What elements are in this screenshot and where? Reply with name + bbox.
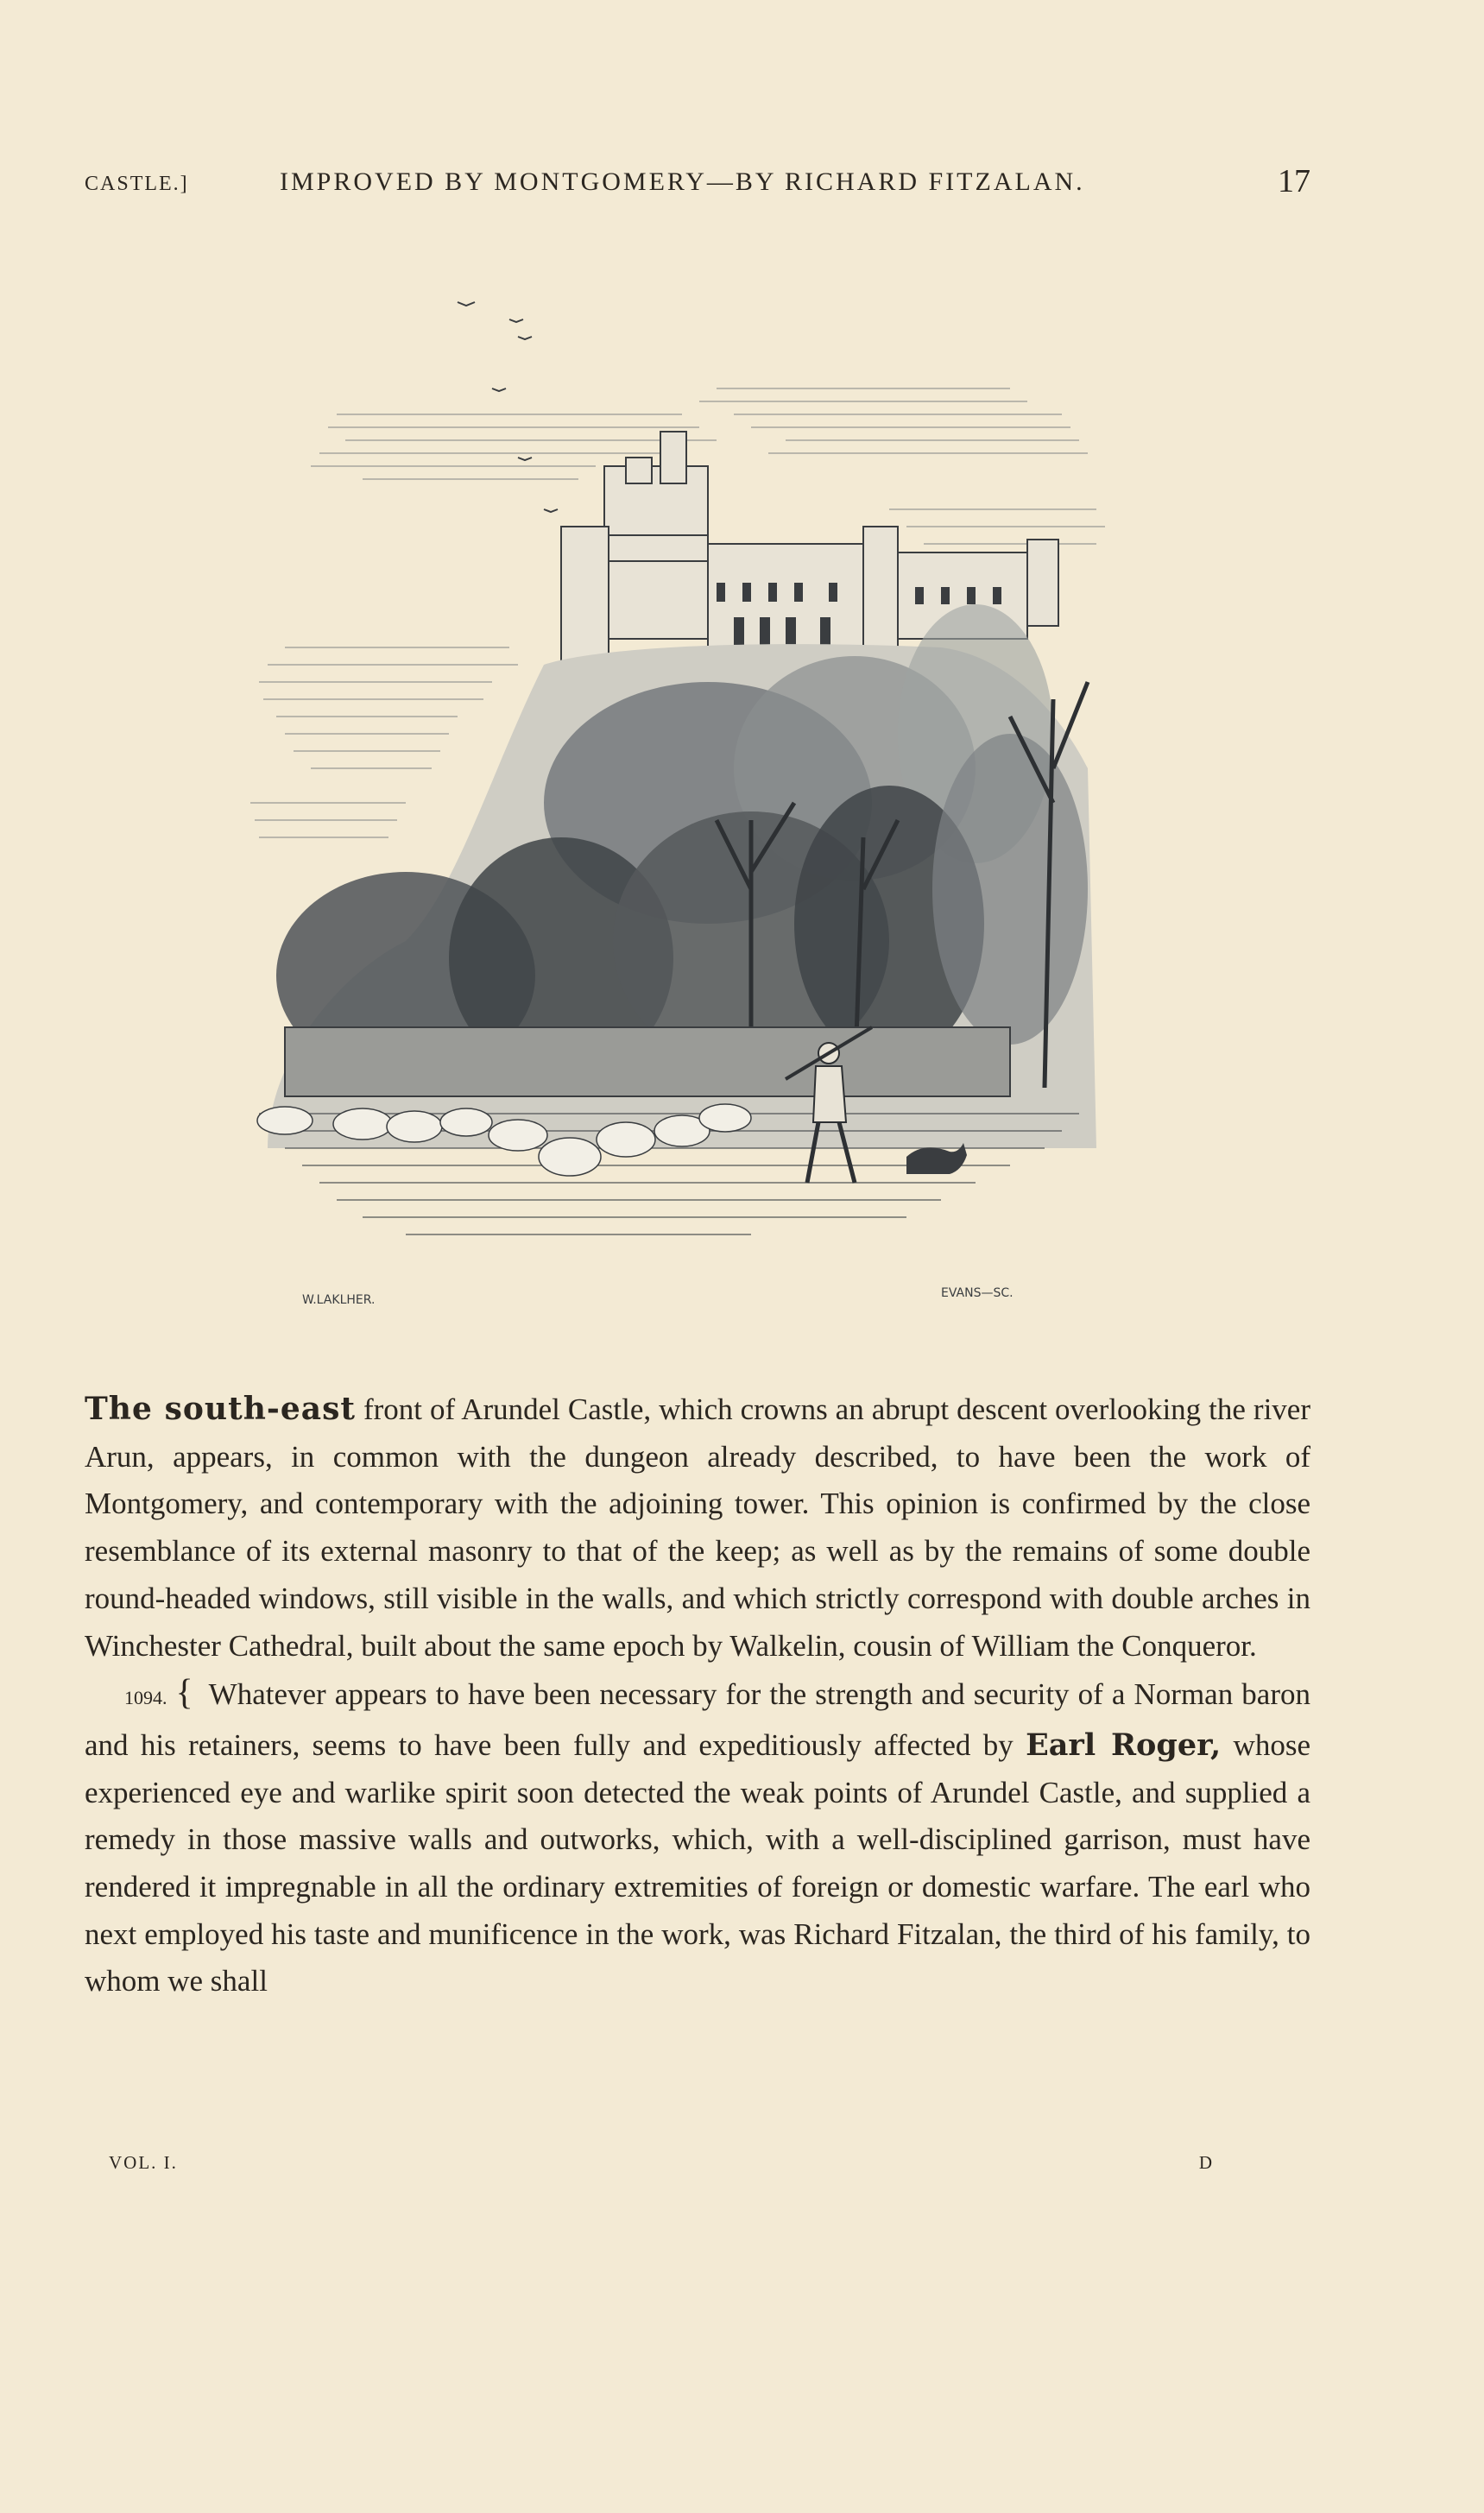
paragraph-1-text: front of Arundel Castle, which crowns an abrupt descent overlooking the river Arun, appears, in common with the dungeon already described, to have been the work of Montgomery, and contemporary with the adjoining tower. This opinion is confirmed by the close resemblance of its external masonry to that of the keep; as well as by the remains of some double round-headed windows, still visible in the walls, and which strictly correspond with double arches in Winchester Cathedral, built about the same epoch by Walkelin, cousin of William the Conqueror. bbox=[85, 1392, 1310, 1663]
running-header bbox=[85, 164, 1310, 207]
castle-engraving bbox=[233, 285, 1165, 1321]
header-section: CASTLE.] bbox=[85, 173, 189, 195]
body-text bbox=[85, 1386, 1310, 2005]
signature-mark: D bbox=[1198, 2152, 1214, 2173]
earl-roger-emphasis: Earl Roger, bbox=[1026, 1727, 1222, 1763]
engraver-signature-right: EVANS—SC. bbox=[941, 1286, 1014, 1300]
paragraph-1 bbox=[85, 1386, 1310, 1670]
header-title: IMPROVED BY MONTGOMERY—BY RICHARD FITZALAN. bbox=[280, 167, 1085, 196]
paragraph-2 bbox=[85, 1670, 1310, 2005]
paragraph-lead: The south-east bbox=[85, 1391, 356, 1427]
page-footer bbox=[109, 2152, 1214, 2187]
margin-date: 1094. bbox=[124, 1687, 167, 1709]
page-number: 17 bbox=[1278, 163, 1310, 199]
margin-bracket: { bbox=[175, 1673, 193, 1714]
volume-marker: VOL. I. bbox=[109, 2152, 178, 2173]
paragraph-2-text-before: Whatever appears to have been necessary for the strength and security of a Norman baron and his retainers, seems to have been fully and expeditiously affected by bbox=[85, 1677, 1310, 1762]
engraver-signature-left: W.LAKLHER. bbox=[302, 1293, 376, 1307]
paragraph-2-text-after: whose experienced eye and warlike spirit soon detected the weak points of Arundel Castle, and supplied a remedy in those massive walls and outworks, which, with a well-disciplined garrison, must have rendered it impregnable in all the ordinary extremities of foreign or domestic warfare. The earl who next employed his taste and munificence in the work, was Richard Fitzalan, the third of his family, to whom we shall bbox=[85, 1727, 1310, 1998]
